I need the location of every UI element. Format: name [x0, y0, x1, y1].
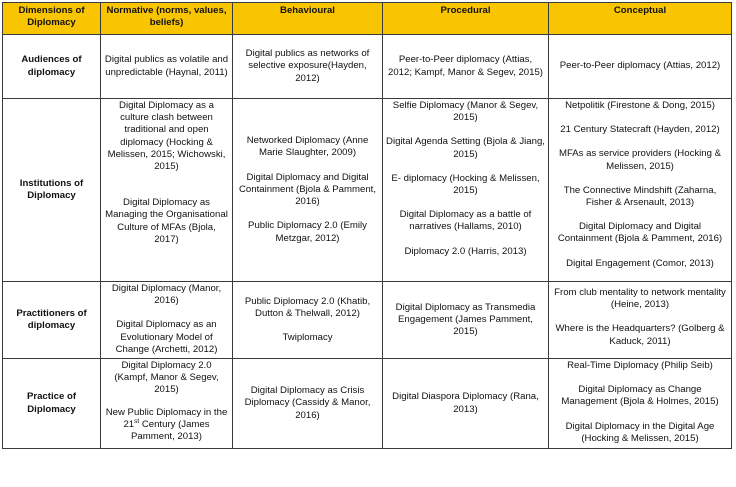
- cell-practitioners-behavioural: [233, 282, 383, 359]
- table-wrapper: [2, 2, 732, 449]
- cell-entry: Peer-to-Peer diplomacy (Attias, 2012; Kampf, Manor & Segev, 2015): [387, 54, 543, 78]
- cell-entry: Netpolitik (Firestone & Dong, 2015): [565, 100, 715, 111]
- cell-institutions-behavioural: [233, 99, 383, 282]
- header-conceptual: Conceptual: [549, 3, 732, 35]
- cell-entry: Diplomacy 2.0 (Harris, 2013): [404, 245, 527, 257]
- table-row-practice: [3, 359, 732, 449]
- row-label-institutions: Institutions of Diplomacy: [3, 99, 101, 282]
- row-label-practitioners: Practitioners of diplomacy: [3, 282, 101, 359]
- cell-entry: Selfie Diplomacy (Manor & Segev, 2015): [392, 100, 539, 124]
- cell-practice-procedural: [383, 359, 549, 449]
- cell-practitioners-normative: [101, 282, 233, 359]
- cell-entry: Digital Diplomacy as a culture clash between traditional and open diplomacy (Hocking & Melissen, 2015; Wichowski, 2015): [107, 100, 226, 173]
- cell-entry: Networked Diplomacy (Anne Marie Slaughter, 2009): [246, 135, 369, 159]
- cell-entry: From club mentality to network mentality (Heine, 2013): [554, 287, 726, 311]
- table-row-institutions: [3, 99, 732, 282]
- header-procedural: Procedural: [383, 3, 549, 35]
- table-row-practitioners: [3, 282, 732, 359]
- cell-institutions-normative: [101, 99, 233, 282]
- cell-practice-conceptual: [549, 359, 732, 449]
- header-dimensions: Dimensions of Diplomacy: [3, 3, 101, 35]
- cell-entry: Digital Diplomacy (Manor, 2016): [111, 283, 222, 307]
- cell-entry: Digital publics as volatile and unpredictable (Haynal, 2011): [104, 54, 229, 78]
- ordinal-suffix: st: [134, 417, 140, 425]
- cell-entry: Digital Diplomacy and Digital Containment (Bjola & Pamment, 2016): [238, 171, 377, 208]
- cell-entry: E- diplomacy (Hocking & Melissen, 2015): [391, 172, 540, 197]
- cell-entry: Digital Diplomacy as Transmedia Engagement (James Pamment, 2015): [395, 301, 536, 338]
- table-row-audiences: [3, 35, 732, 99]
- cell-institutions-procedural: [383, 99, 549, 282]
- cell-entry: Digital Diplomacy as a battle of narratives (Hallams, 2010): [399, 209, 532, 233]
- cell-entry: Digital Diplomacy as Crisis Diplomacy (Cassidy & Manor, 2016): [244, 385, 371, 421]
- header-behavioural: Behavioural: [233, 3, 383, 35]
- cell-practitioners-conceptual: [549, 282, 732, 359]
- entry-text: Century (James Pamment, 2013): [131, 418, 210, 443]
- cell-entry: Twiplomacy: [282, 332, 333, 344]
- cell-audiences-behavioural: [233, 35, 383, 99]
- cell-entry: 21 Century Statecraft (Hayden, 2012): [560, 124, 720, 136]
- cell-audiences-procedural: [383, 35, 549, 99]
- cell-entry: [104, 407, 229, 444]
- cell-entry: Peer-to-Peer diplomacy (Attias, 2012): [559, 60, 721, 72]
- cell-entry: Digital Diplomacy as Change Management (Bjola & Holmes, 2015): [561, 384, 719, 408]
- cell-entry: Digital Engagement (Comor, 2013): [566, 257, 714, 269]
- cell-audiences-conceptual: [549, 35, 732, 99]
- cell-entry: Digital Diplomacy as Managing the Organisational Culture of MFAs (Bjola, 2017): [105, 197, 228, 245]
- cell-entry: Digital Agenda Setting (Bjola & Jiang, 2015): [386, 136, 545, 160]
- cell-entry: Digital Diplomacy and Digital Containment (Bjola & Pamment, 2016): [557, 221, 723, 245]
- header-row: [3, 3, 732, 35]
- cell-entry: Digital Diaspora Diplomacy (Rana, 2013): [392, 391, 539, 415]
- cell-entry: Digital Diplomacy as an Evolutionary Model of Change (Archetti, 2012): [115, 319, 218, 355]
- entry-text: New Public Diplomacy in the 21: [105, 406, 228, 430]
- cell-practitioners-procedural: [383, 282, 549, 359]
- cell-entry: Digital publics as networks of selective exposure(Hayden, 2012): [245, 48, 370, 84]
- cell-entry: Digital Diplomacy in the Digital Age (Hocking & Melissen, 2015): [565, 420, 715, 444]
- diplomacy-dimensions-table: [2, 2, 732, 449]
- row-label-practice: Practice of Diplomacy: [3, 359, 101, 449]
- header-normative: Normative (norms, values, beliefs): [101, 3, 233, 35]
- cell-practice-behavioural: [233, 359, 383, 449]
- cell-practice-normative: [101, 359, 233, 449]
- cell-entry: The Connective Mindshift (Zaharna, Fisher & Arsenault, 2013): [563, 184, 717, 209]
- cell-entry: Where is the Headquarters? (Golberg & Kaduck, 2011): [555, 323, 725, 347]
- cell-entry: Public Diplomacy 2.0 (Emily Metzgar, 2012): [248, 220, 367, 244]
- cell-entry: Digital Diplomacy 2.0 (Kampf, Manor & Segev, 2015): [114, 360, 219, 396]
- cell-entry: MFAs as service providers (Hocking & Melissen, 2015): [558, 148, 722, 172]
- row-label-audiences: Audiences of diplomacy: [3, 35, 101, 99]
- cell-entry: Real-Time Diplomacy (Philip Seib): [567, 360, 713, 371]
- cell-entry: Public Diplomacy 2.0 (Khatib, Dutton & Thelwall, 2012): [244, 295, 371, 319]
- cell-institutions-conceptual: [549, 99, 732, 282]
- cell-audiences-normative: [101, 35, 233, 99]
